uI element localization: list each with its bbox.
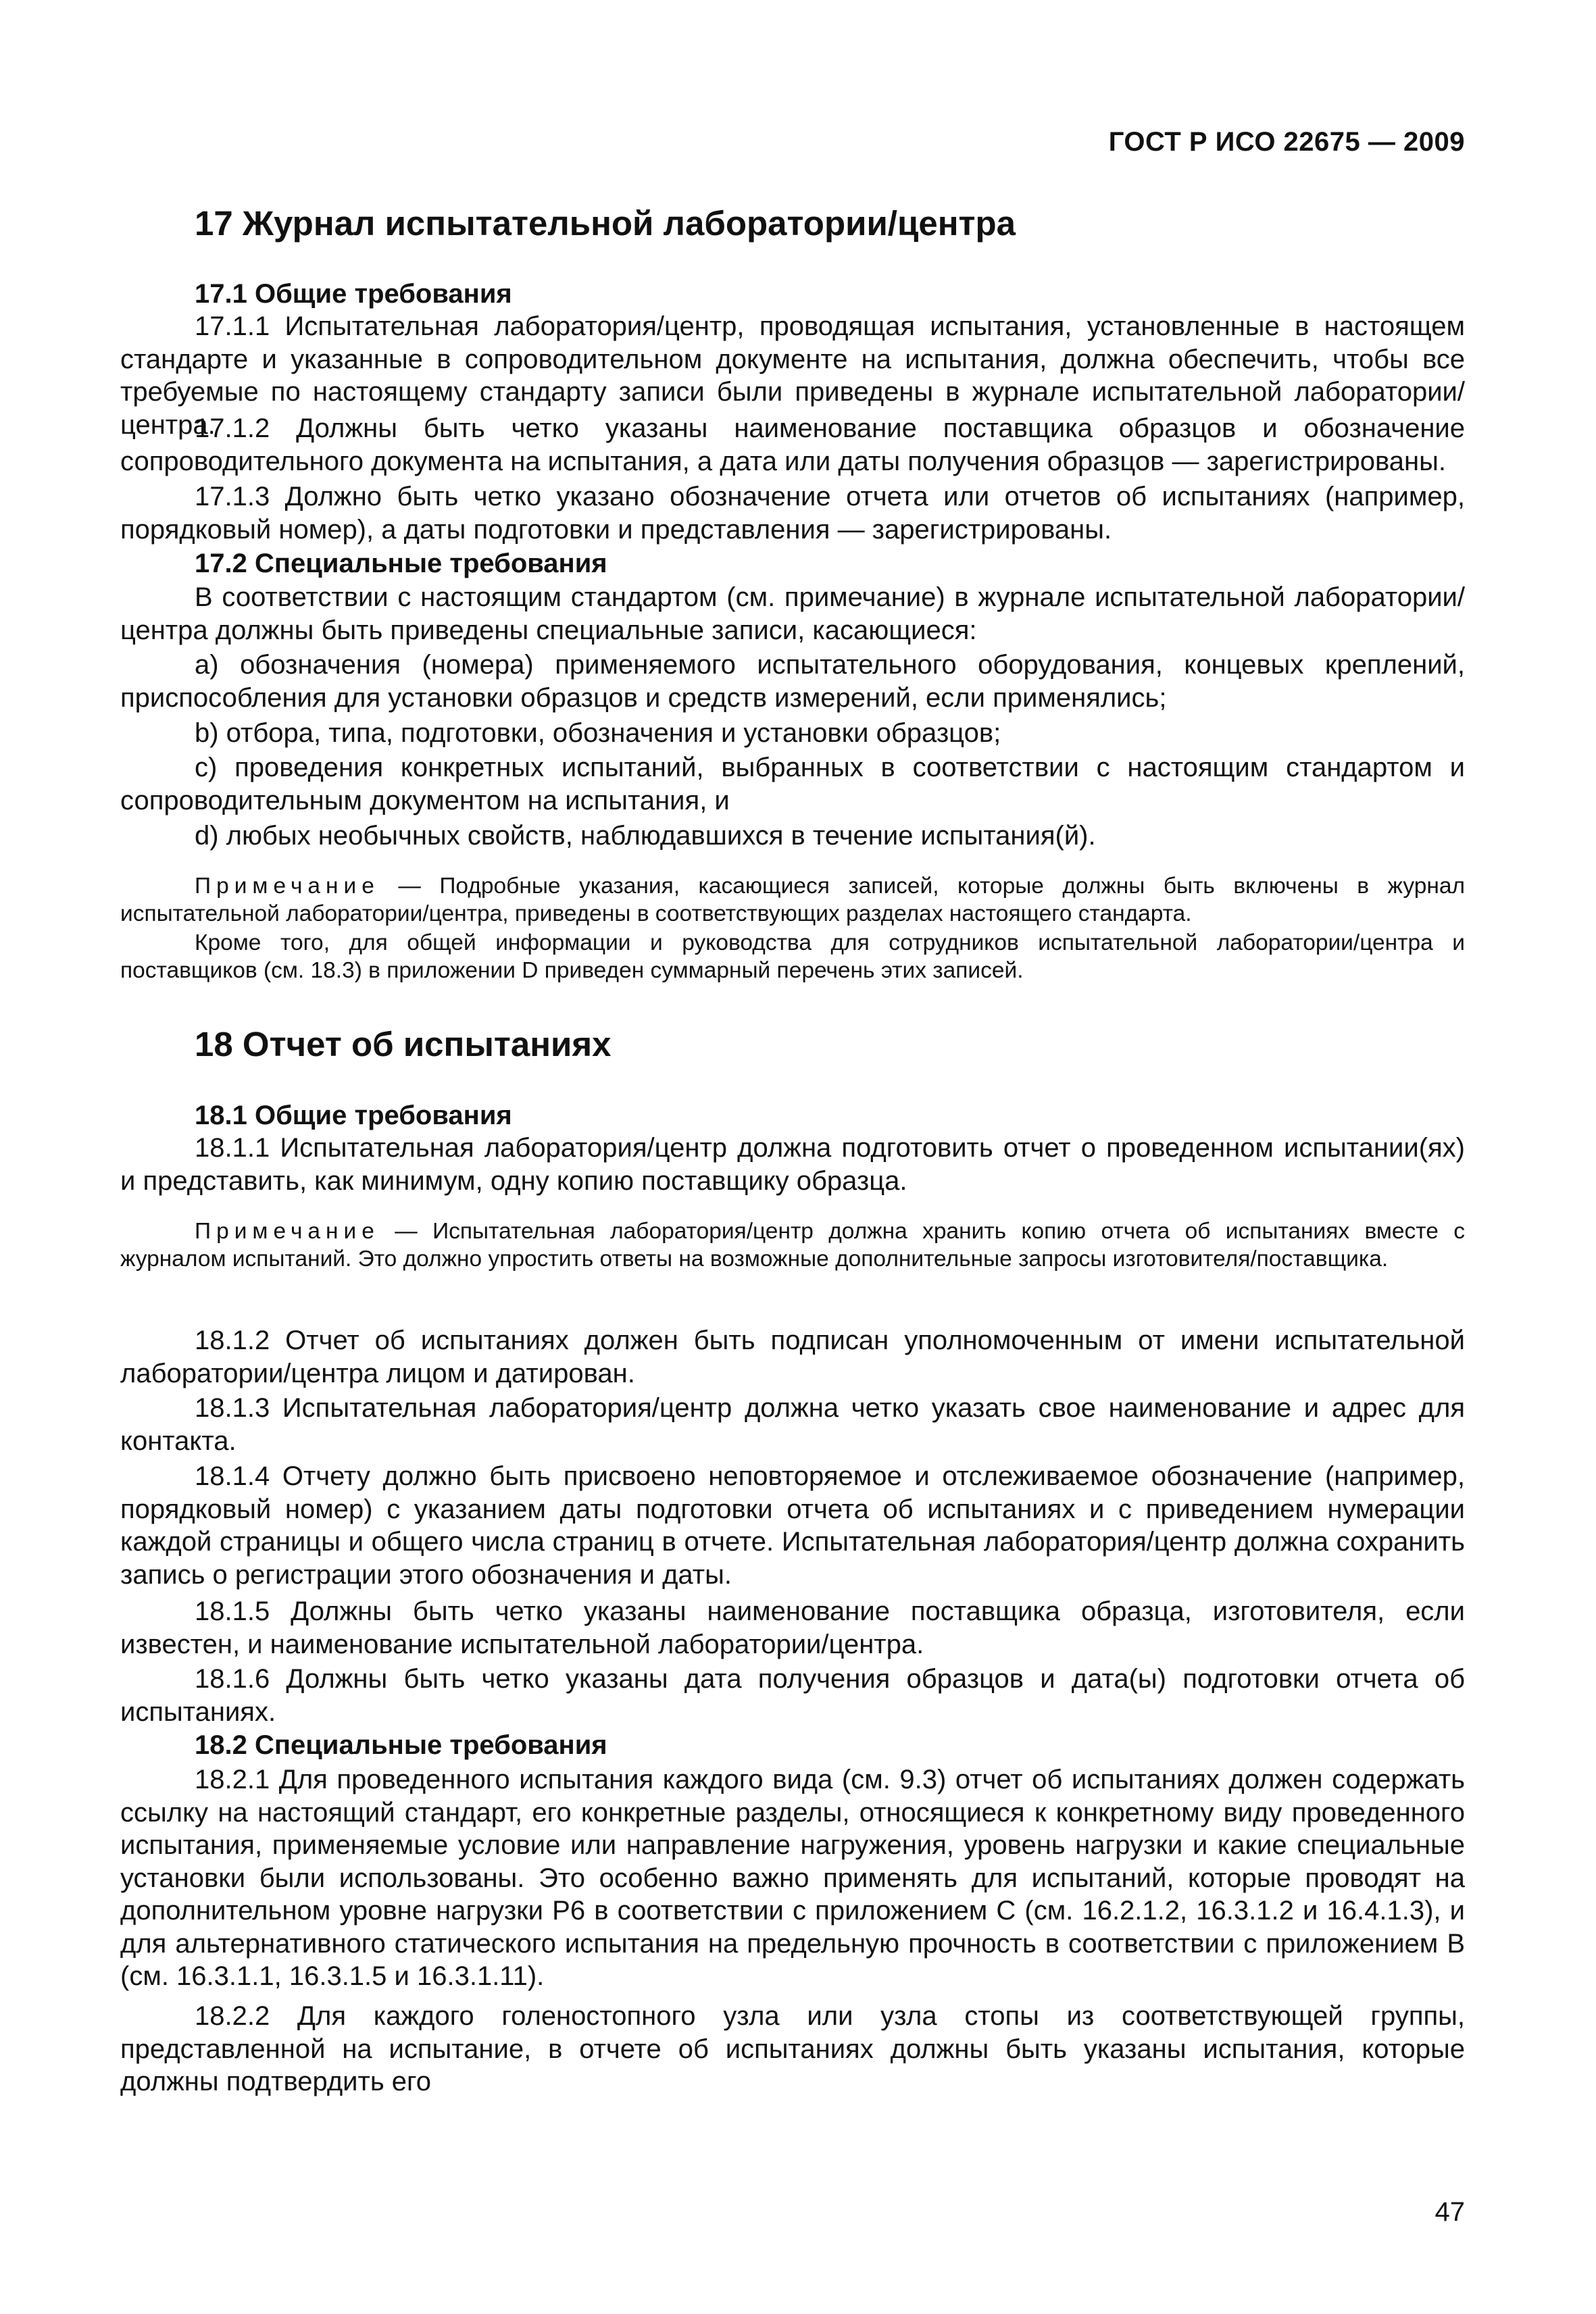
standard-code-header: ГОСТ Р ИСО 22675 — 2009 bbox=[1108, 127, 1465, 157]
paragraph-18-2-1: 18.2.1 Для проведенного испытания каждого вида (см. 9.3) отчет об испытаниях должен содержать ссылку на настоящий стандарт, его конкретные разделы, относящиеся к конкретному виду проведенного испытания, применяемые условие или направление нагружения, уровень нагрузки и какие специальные установки были использованы. Это особенно важно применять для испытаний, которые проводят на дополнительном уровне нагрузки P6 в соответствии с приложением C (см. 16.2.1.2, 16.3.1.2 и 16.4.1.3), и для альтернативного статического испытания на предельную прочность в соответствии с приложением B (см. 16.3.1.1, 16.3.1.5 и 16.3.1.11). bbox=[120, 1765, 1465, 1991]
paragraph-18-1-1: 18.1.1 Испытательная лаборатория/центр должна подготовить отчет о проведенном испытании(ях) и представить, как минимум, одну копию поставщику образца. bbox=[120, 1133, 1465, 1196]
list-item-c: c) проведения конкретных испытаний, выбранных в соответствии с настоящим стандартом и сопроводительным документом на испытания, и bbox=[120, 753, 1465, 815]
list-item-d: d) любых необычных свойств, наблюдавшихся в течение испытания(й). bbox=[195, 821, 1096, 851]
paragraph-18-2-2: 18.2.2 Для каждого голеностопного узла или узла стопы из соответствующей группы, представленной на испытание, в отчете об испытаниях должны быть указаны испытания, которые должны подтвердить его bbox=[120, 2001, 1465, 2096]
note-label: Примечание bbox=[195, 874, 380, 899]
paragraph-18-1-2: 18.1.2 Отчет об испытаниях должен быть подписан уполномоченным от имени испытательной лаборатории/центра лицом и датирован. bbox=[120, 1326, 1465, 1388]
note-text: — Испытательная лаборатория/центр должна хранить копию отчета об испытаниях вместе с журналом испытаний. Это должно упростить ответы на возможные дополнительные запросы изготовителя/поставщика. bbox=[120, 1219, 1465, 1272]
paragraph-18-1-4: 18.1.4 Отчету должно быть присвоено неповторяемое и отслеживаемое обозначение (например, порядковый номер) с указанием даты подготовки отчета об испытаниях и с приведением нумерации каждой страницы и общего числа страниц в отчете. Испытательная лаборатория/центр должна сохранить запись о регистрации этого обозначения и даты. bbox=[120, 1461, 1465, 1590]
subsection-17-1-title: 17.1 Общие требования bbox=[195, 279, 512, 309]
paragraph-18-1-6: 18.1.6 Должны быть четко указаны дата получения образцов и дата(ы) подготовки отчета об испытаниях. bbox=[120, 1664, 1465, 1727]
note-17-continuation: Кроме того, для общей информации и руководства для сотрудников испытательной лаборатории/центра и поставщиков (см. 18.3) в приложении D приведен суммарный перечень этих записей. bbox=[120, 930, 1465, 983]
subsection-17-2-title: 17.2 Специальные требования bbox=[195, 549, 607, 578]
note-18 bbox=[120, 1218, 1465, 1273]
section-17-title: 17 Журнал испытательной лаборатории/центра bbox=[195, 204, 1016, 243]
note-text: — Подробные указания, касающиеся записей, которые должны быть включены в журнал испытательной лаборатории/центра, приведены в соответствующих разделах настоящего стандарта. bbox=[120, 874, 1465, 926]
note-label: Примечание bbox=[195, 1219, 380, 1244]
page-number: 47 bbox=[1435, 2197, 1465, 2227]
paragraph-18-1-5: 18.1.5 Должны быть четко указаны наименование поставщика образца, изготовителя, если известен, и наименование испытательной лаборатории/центра. bbox=[120, 1596, 1465, 1659]
paragraph-17-1-3: 17.1.3 Должно быть четко указано обозначение отчета или отчетов об испытаниях (например, порядковый номер), а даты подготовки и представления — зарегистрированы. bbox=[120, 482, 1465, 545]
subsection-18-1-title: 18.1 Общие требования bbox=[195, 1101, 512, 1130]
note-17 bbox=[120, 873, 1465, 928]
paragraph-17-1-2: 17.1.2 Должны быть четко указаны наименование поставщика образцов и обозначение сопроводительного документа на испытания, а дата или даты получения образцов — зарегистрированы. bbox=[120, 413, 1465, 476]
section-18-title: 18 Отчет об испытаниях bbox=[195, 1025, 612, 1063]
subsection-18-2-title: 18.2 Специальные требования bbox=[195, 1730, 607, 1760]
list-item-b: b) отбора, типа, подготовки, обозначения и установки образцов; bbox=[195, 718, 1001, 748]
paragraph-17-2-intro: В соответствии с настоящим стандартом (см. примечание) в журнале испытательной лаборатории/центра должны быть приведены специальные записи, касающиеся: bbox=[120, 582, 1465, 645]
paragraph-17-1-1: 17.1.1 Испытательная лаборатория/центр, проводящая испытания, установленные в настоящем стандарте и указанные в сопроводительном документе на испытания, должна обеспечить, чтобы все требуемые по настоящему стандарту записи были приведены в журнале испытательной лаборатории/центра. bbox=[120, 311, 1465, 440]
paragraph-18-1-3: 18.1.3 Испытательная лаборатория/центр должна четко указать свое наименование и адрес для контакта. bbox=[120, 1393, 1465, 1456]
list-item-a: a) обозначения (номера) применяемого испытательного оборудования, концевых креплений, приспособления для установки образцов и средств измерений, если применялись; bbox=[120, 650, 1465, 713]
